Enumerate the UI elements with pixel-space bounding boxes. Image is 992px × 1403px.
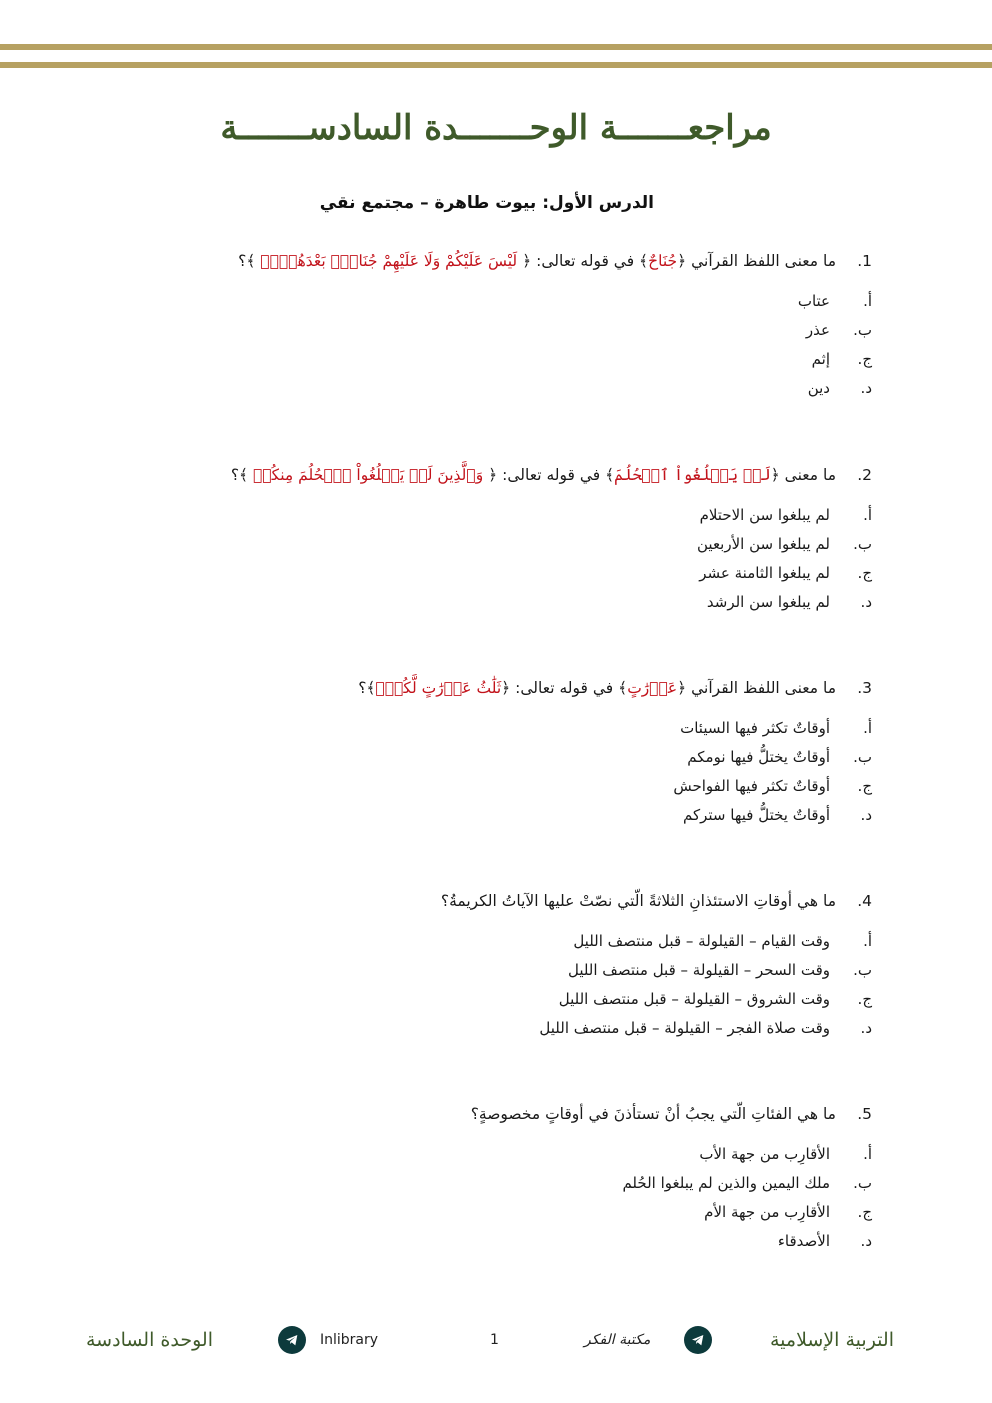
choice-option[interactable]: د. دين (807, 379, 872, 397)
choices-list (112, 927, 872, 1043)
telegram-icon (684, 1326, 712, 1354)
choice-option[interactable]: د. لم يبلغوا سن الرشد (706, 593, 872, 611)
choices-list (112, 287, 872, 403)
question-2 (112, 463, 872, 617)
choice-option[interactable]: أ. أوقاتٌ تكثر فيها السيئات (680, 719, 872, 737)
quran-word: عَوۡرَٰتٍ (627, 679, 678, 697)
choices-list (112, 714, 872, 830)
question-text: ما هي الفئاتِ الّتي يجبُ أنْ تستأذنَ في أوقاتٍ مخصوصةٍ؟ (470, 1105, 836, 1123)
question-number: 4. (857, 892, 872, 910)
question-number: 5. (857, 1105, 872, 1123)
quran-word: لَمۡ يَبۡلُغُواْ ٱلۡحُلُمَ (614, 466, 771, 484)
question-number: 3. (857, 679, 872, 697)
choice-option[interactable]: ب. عذر (805, 321, 872, 339)
top-gold-line (0, 44, 992, 50)
question-1 (112, 249, 872, 403)
choice-option[interactable]: أ. الأقارِب من جهة الأب (699, 1145, 872, 1163)
footer-library-name: مكتبة الفكر (584, 1332, 651, 1348)
quran-word: جُنَاحٌ (648, 252, 678, 270)
question-number: 2. (857, 466, 872, 484)
page-number: 1 (490, 1332, 499, 1348)
choice-option[interactable]: ج. إثم (811, 350, 872, 368)
quran-ayah: لَيْسَ عَلَيْكُمْ وَلَا عَلَيْهِمْ جُنَاحٌۢ بَعْدَهُنَّۚ (260, 252, 518, 270)
page-footer (0, 1318, 992, 1362)
choice-option[interactable]: ج. أوقاتٌ تكثر فيها الفواحش (673, 777, 872, 795)
choice-option[interactable]: د. أوقاتٌ يختلُّ فيها ستركم (683, 806, 872, 824)
question-text: ما معنى ﴿لَمۡ يَبۡلُغُواْ ٱلۡحُلُمَ﴾ في قوله تعالى: ﴿ وَٱلَّذِينَ لَمۡ يَبۡلُغُواْ ٱلۡحُلُمَ مِنكُمۡ ﴾؟ (230, 466, 836, 484)
page-title: مراجعـــــــة الوحـــــــدة السادســـــــة (220, 108, 772, 148)
telegram-link-library[interactable] (684, 1318, 712, 1362)
telegram-icon (278, 1326, 306, 1354)
choice-option[interactable]: ج. لم يبلغوا الثامنة عشر (699, 564, 872, 582)
question-3 (112, 676, 872, 830)
choice-option[interactable]: ج. الأقارِب من جهة الأم (704, 1203, 872, 1221)
footer-channel[interactable]: Inlibrary (320, 1332, 379, 1348)
choice-option[interactable]: ب. أوقاتٌ يختلُّ فيها نومكم (687, 748, 872, 766)
choice-option[interactable]: د. الأصدقاء (777, 1232, 872, 1250)
choice-option[interactable]: د. وقت صلاة الفجر – القيلولة – قبل منتصف الليل (539, 1019, 872, 1037)
footer-unit: الوحدة السادسة (86, 1329, 213, 1351)
choice-option[interactable]: أ. لم يبلغوا سن الاحتلام (699, 506, 872, 524)
choice-option[interactable]: أ. عتاب (797, 292, 872, 310)
choices-list (112, 501, 872, 617)
telegram-link-channel[interactable] (278, 1318, 306, 1362)
quran-ayah: وَٱلَّذِينَ لَمۡ يَبۡلُغُواْ ٱلۡحُلُمَ مِنكُمۡ (253, 466, 484, 484)
choice-option[interactable]: ب. لم يبلغوا سن الأربعين (697, 535, 872, 553)
choice-option[interactable]: ج. وقت الشروق – القيلولة – قبل منتصف الليل (558, 990, 872, 1008)
choice-option[interactable]: ب. وقت السحر – القيلولة – قبل منتصف الليل (567, 961, 872, 979)
question-text: ما هي أوقاتِ الاستئذانِ الثلاثةً الّتي نصّتْ عليها الآياتُ الكريمةُ؟ (440, 892, 836, 910)
footer-subject: التربية الإسلامية (769, 1329, 894, 1351)
question-5 (112, 1102, 872, 1256)
quran-ayah: ثَلَٰثُ عَوۡرَٰتٍ لَّكُمۡۚ (375, 679, 502, 697)
top-gold-line-secondary (0, 62, 992, 68)
choice-option[interactable]: أ. وقت القيام – القيلولة – قبل منتصف الليل (573, 932, 872, 950)
question-number: 1. (857, 252, 872, 270)
lesson-title: الدرس الأول: بيوت طاهرة – مجتمع نقي (319, 193, 654, 213)
choices-list (112, 1140, 872, 1256)
question-text: ما معنى اللفظ القرآني ﴿عَوۡرَٰتٍ﴾ في قوله تعالى: ﴿ثَلَٰثُ عَوۡرَٰتٍ لَّكُمۡۚ﴾؟ (358, 679, 836, 697)
choice-option[interactable]: ب. ملك اليمين والذين لم يبلغوا الحُلم (622, 1174, 872, 1192)
question-text: ما معنى اللفظ القرآني ﴿جُنَاحٌ﴾ في قوله تعالى: ﴿ لَيْسَ عَلَيْكُمْ وَلَا عَلَيْهِمْ جُنَاحٌۢ بَعْدَهُنَّۚ ﴾؟ (238, 252, 836, 270)
question-4 (112, 889, 872, 1043)
